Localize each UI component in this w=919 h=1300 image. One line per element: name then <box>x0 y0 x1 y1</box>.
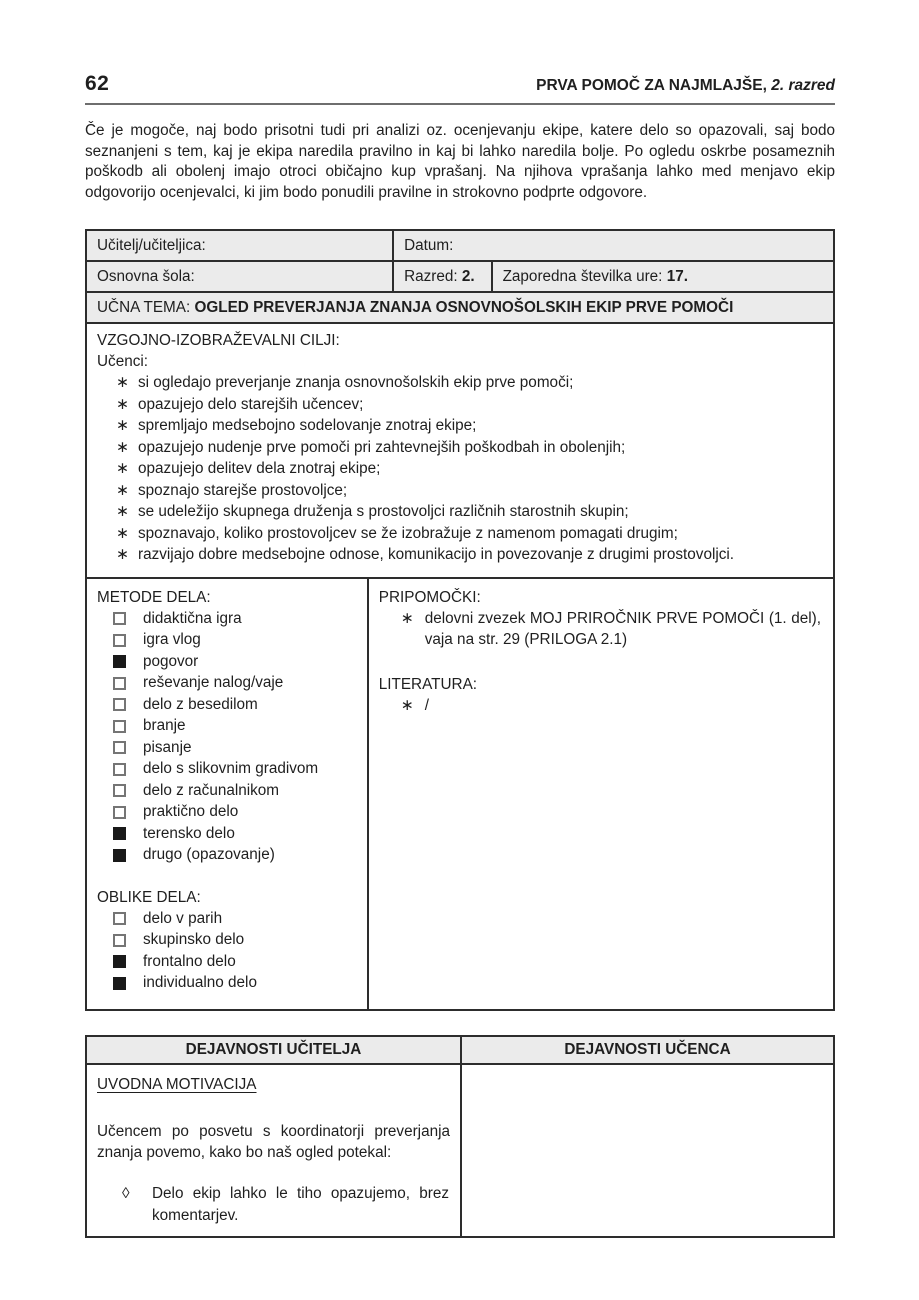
asterisk-bullet-icon: ∗ <box>400 696 414 714</box>
student-activities-cell <box>460 1065 833 1237</box>
goals-subheading: Učenci: <box>97 353 149 371</box>
forms-heading: OBLIKE DELA: <box>97 888 201 906</box>
asterisk-bullet-icon: ∗ <box>116 417 129 435</box>
checklist-label: delo s slikovnim gradivom <box>143 760 319 778</box>
asterisk-bullet-icon: ∗ <box>116 460 129 478</box>
goal-text: opazujejo delo starejših učencev; <box>138 395 364 413</box>
page-number: 62 <box>85 72 110 95</box>
goal-item <box>114 394 823 416</box>
page-content <box>85 0 835 1238</box>
table-row <box>87 231 833 260</box>
checkbox-icon <box>113 677 126 690</box>
lesson-plan-table <box>85 229 835 1011</box>
goal-text: se udeležijo skupnega druženja s prostovoljci različnih starostnih skupin; <box>138 503 629 521</box>
checklist-label: didaktična igra <box>143 609 242 627</box>
motivation-heading: UVODNA MOTIVACIJA <box>97 1075 257 1093</box>
checklist-label: frontalno delo <box>143 952 236 970</box>
goals-list <box>97 372 823 566</box>
running-title-main: PRVA POMOČ ZA NAJMLAJŠE, <box>536 77 767 94</box>
page-header <box>85 0 835 96</box>
asterisk-bullet-icon: ∗ <box>116 546 129 564</box>
table-row <box>87 322 833 577</box>
asterisk-bullet-icon: ∗ <box>116 524 129 542</box>
methods-forms-cell <box>87 579 367 1009</box>
asterisk-bullet-icon: ∗ <box>116 374 129 392</box>
goal-item <box>114 415 823 437</box>
grade-value: 2. <box>461 268 475 286</box>
goal-item <box>114 437 823 459</box>
motivation-paragraph: Učencem po posvetu s koordinatorji preverjanja znanja povemo, kako bo naš ogled potekal: <box>97 1122 450 1162</box>
checkbox-icon <box>113 741 126 754</box>
aids-literature-cell <box>367 579 833 1009</box>
goal-text: spoznavajo, koliko prostovoljcev se že izobražuje z namenom pomagati drugim; <box>138 524 678 542</box>
checkbox-icon <box>113 977 126 990</box>
goal-item <box>114 544 823 566</box>
goal-text: si ogledajo preverjanje znanja osnovnošolskih ekip prve pomoči; <box>138 374 574 392</box>
checklist-label: individualno delo <box>143 974 257 992</box>
goals-cell <box>87 324 833 577</box>
goal-text: razvijajo dobre medsebojne odnose, komunikacijo in povezovanje z drugimi prostovoljci. <box>138 546 735 564</box>
checklist-item <box>113 672 357 694</box>
checkbox-icon <box>113 720 126 733</box>
lesson-number-value: 17. <box>666 268 688 286</box>
goals-heading: VZGOJNO-IZOBRAŽEVALNI CILJI: <box>97 332 340 350</box>
running-title <box>536 77 835 95</box>
asterisk-bullet-icon: ∗ <box>116 395 129 413</box>
checklist-label: terensko delo <box>143 824 235 842</box>
asterisk-bullet-icon: ∗ <box>116 438 129 456</box>
checklist-item <box>113 972 357 994</box>
literature-list <box>379 695 823 717</box>
grade-label: Razred: <box>404 268 458 286</box>
table-body-row <box>87 1063 833 1237</box>
goal-item <box>114 372 823 394</box>
checklist-label: pisanje <box>143 738 192 756</box>
goal-text: opazujejo nudenje prve pomoči pri zahtevnejših poškodbah in obolenjih; <box>138 438 626 456</box>
checkbox-icon <box>113 784 126 797</box>
checklist-item <box>113 608 357 630</box>
checkbox-icon <box>113 763 126 776</box>
table-header-row <box>87 1037 833 1063</box>
literature-heading: LITERATURA: <box>378 675 478 693</box>
checklist-item <box>113 758 357 780</box>
goal-item <box>114 523 823 545</box>
goal-text: spoznajo starejše prostovoljce; <box>138 481 348 499</box>
table-row <box>87 577 833 1009</box>
checklist-item <box>113 780 357 802</box>
motivation-bullets <box>97 1183 450 1226</box>
student-activities-header: DEJAVNOSTI UČENCA <box>460 1037 833 1063</box>
date-cell: Datum: <box>392 231 833 260</box>
topic-label: UČNA TEMA: <box>97 299 191 317</box>
forms-list <box>97 908 357 994</box>
literature-item <box>399 695 823 717</box>
intro-paragraph: Če je mogoče, naj bodo prisotni tudi pri analizi oz. ocenjevanju ekipe, katere delo so opazovali, saj bodo seznanjeni s tem, kaj je ekipa naredila pravilno in kaj bi lahko naredila bolje. Po ogledu oskrbe posameznih poškodb ali obolenj imajo otroci običajno kup vprašanj. Na njihova vprašanja lahko med menjavo ekip odgovorijo ocenjevalci, ki jim bodo ponudili pravilne in strokovno podprte odgovore. <box>85 122 835 201</box>
running-title-grade: 2. razred <box>771 77 835 94</box>
methods-list <box>97 608 357 866</box>
topic-cell <box>87 293 833 322</box>
motivation-bullet-text: Delo ekip lahko le tiho opazujemo, brez komentarjev. <box>152 1185 449 1224</box>
checklist-item <box>113 651 357 673</box>
checklist-item <box>113 844 357 866</box>
teacher-cell: Učitelj/učiteljica: <box>87 231 392 260</box>
checklist-label: pogovor <box>143 652 199 670</box>
checklist-item <box>113 801 357 823</box>
lesson-number-label: Zaporedna številka ure: <box>502 268 663 286</box>
checklist-label: drugo (opazovanje) <box>143 846 275 864</box>
diamond-bullet-icon: ◊ <box>122 1185 130 1203</box>
checkbox-icon <box>113 806 126 819</box>
lesson-number-cell <box>491 262 833 291</box>
asterisk-bullet-icon: ∗ <box>116 481 129 499</box>
checklist-label: delo z besedilom <box>143 695 258 713</box>
activities-table <box>85 1035 835 1239</box>
checklist-label: igra vlog <box>143 631 201 649</box>
checklist-label: delo v parih <box>143 909 223 927</box>
checkbox-icon <box>113 912 126 925</box>
aids-list <box>379 608 823 651</box>
aid-item <box>399 608 823 651</box>
checkbox-icon <box>113 934 126 947</box>
checklist-item <box>113 951 357 973</box>
asterisk-bullet-icon: ∗ <box>400 609 414 627</box>
checkbox-icon <box>113 634 126 647</box>
checklist-item <box>113 823 357 845</box>
checkbox-icon <box>113 698 126 711</box>
table-row <box>87 260 833 291</box>
checkbox-icon <box>113 655 126 668</box>
checklist-label: skupinsko delo <box>143 931 245 949</box>
aids-heading: PRIPOMOČKI: <box>378 588 481 606</box>
teacher-activities-cell <box>87 1065 460 1237</box>
checklist-item <box>113 908 357 930</box>
literature-text: / <box>424 696 429 714</box>
checklist-item <box>113 929 357 951</box>
checklist-item <box>113 715 357 737</box>
checklist-label: reševanje nalog/vaje <box>143 674 284 692</box>
goal-item <box>114 480 823 502</box>
checklist-item <box>113 737 357 759</box>
goal-text: opazujejo delitev dela znotraj ekipe; <box>138 460 381 478</box>
checkbox-icon <box>113 827 126 840</box>
checklist-label: delo z računalnikom <box>143 781 280 799</box>
header-rule <box>85 103 835 105</box>
motivation-bullet-item <box>122 1183 450 1226</box>
asterisk-bullet-icon: ∗ <box>116 503 129 521</box>
aid-text: delovni zvezek MOJ PRIROČNIK PRVE POMOČI (1. del), vaja na str. 29 (PRILOGA 2.1) <box>424 609 821 649</box>
teacher-activities-header: DEJAVNOSTI UČITELJA <box>87 1037 460 1063</box>
school-cell: Osnovna šola: <box>87 262 392 291</box>
checklist-label: praktično delo <box>143 803 239 821</box>
checkbox-icon <box>113 612 126 625</box>
topic-value: OGLED PREVERJANJA ZNANJA OSNOVNOŠOLSKIH EKIP PRVE POMOČI <box>194 299 734 317</box>
checklist-label: branje <box>143 717 186 735</box>
checkbox-icon <box>113 955 126 968</box>
grade-cell <box>392 262 490 291</box>
checklist-item <box>113 694 357 716</box>
goal-item <box>114 458 823 480</box>
table-row <box>87 291 833 322</box>
checkbox-icon <box>113 849 126 862</box>
methods-heading: METODE DELA: <box>97 588 211 606</box>
goal-text: spremljajo medsebojno sodelovanje znotraj ekipe; <box>138 417 477 435</box>
checklist-item <box>113 629 357 651</box>
goal-item <box>114 501 823 523</box>
